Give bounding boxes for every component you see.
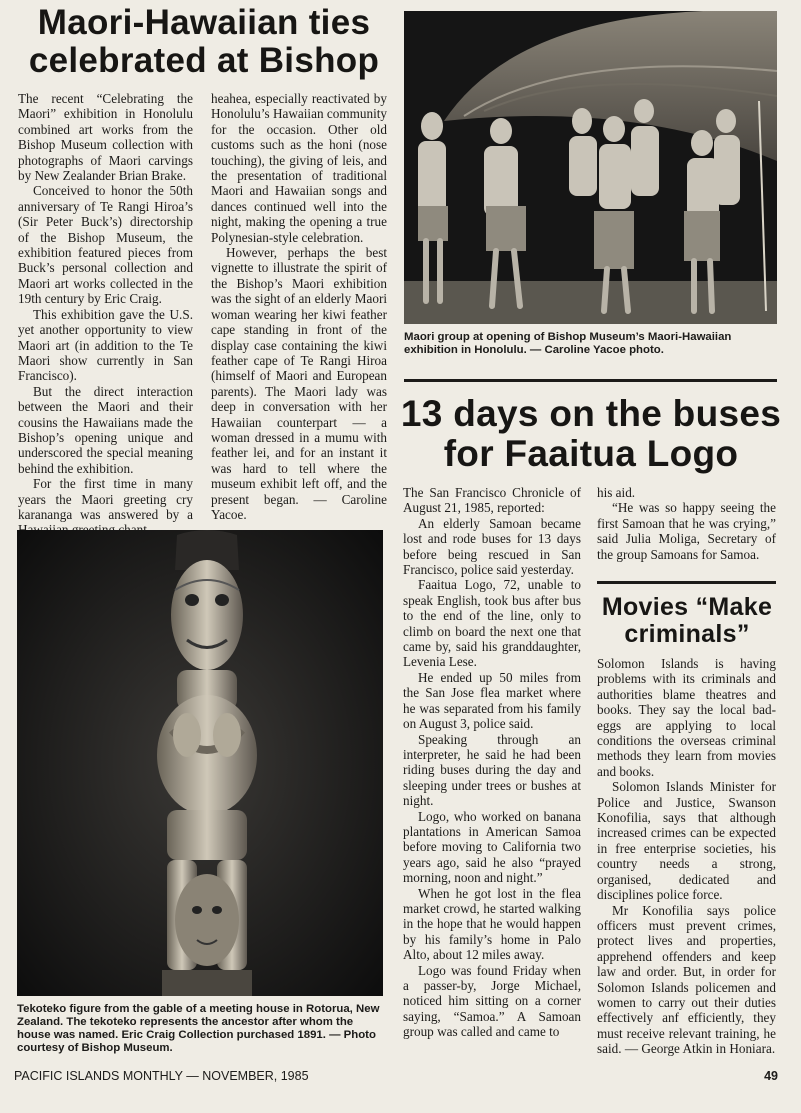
- article2-headline: 13 days on the buses for Faaitua Logo: [400, 393, 782, 474]
- article1-paragraph: For the first time in many years the Maori greeting cry karananga was answered by a: [18, 476, 193, 522]
- article1-paragraph: heahea, especially reactivated by Honolulu’s Hawaiian community for the occasion. Other old customs such as the honi (nose touching), the giving of leis, and the presentation of traditional Maori and Hawaiian songs and dances continued well into the night, making the opening a true Polynesian-style celebration.: [211, 91, 387, 245]
- article3-body: [597, 656, 776, 1057]
- article1-headline: Maori-Hawaiian ties celebrated at Bishop: [28, 3, 380, 80]
- article2-column-1: [403, 485, 581, 1040]
- maori-group-photo-image: [404, 11, 777, 324]
- article2-paragraph: Logo, who worked on banana plantations in American Samoa before moving to California two years ago, said he also “prayed morning, noon and night.”: [403, 808, 581, 886]
- article2-paragraph: Logo was found Friday when a passer-by, Jorge Michael, noticed him sitting on a corner saying, “Samoa.” A Samoan group was called and came to: [403, 962, 581, 1040]
- article3-headline: Movies “Make criminals”: [601, 593, 773, 648]
- article2-paragraph: Speaking through an interpreter, he said he had been riding buses during the day and sleeping under trees or bushes at night.: [403, 731, 581, 809]
- tekoteko-figure-image: [17, 530, 383, 996]
- article1-paragraph: Conceived to honor the 50th anniversary of Te Rangi Hiroa’s (Sir Peter Buck’s) directorship of the Bishop Museum, the exhibition featured pieces from Buck’s personal collection and Maori art works collected in the 19th century by Eric Craig.: [18, 183, 193, 307]
- article2-paragraph: An elderly Samoan became lost and rode buses for 13 days before being rescued in San Francisco, police said yesterday.: [403, 515, 581, 578]
- article1-column-2: [211, 91, 387, 522]
- article2-paragraph: When he got lost in the flea market crowd, he started walking in the hope that he would happen by his family’s home in Palo Alto, about 12 miles away.: [403, 885, 581, 963]
- divider-rule: [597, 581, 776, 584]
- maori-group-caption: Maori group at opening of Bishop Museum’s Maori-Hawaiian exhibition in Honolulu. — Caroline Yacoe photo.: [404, 331, 732, 356]
- article1-paragraph: However, perhaps the best vignette to illustrate the spirit of the Bishop’s Maori exhibition was the sight of an elderly Maori woman wearing her kiwi feather cape standing in front of the display case containing the kiwi feather cape of Te Rangi Hiroa (himself of Maori and European parents). The Maori lady was deep in conversation with her Hawaiian counterpart — a woman dressed in a mumu with feather lei, and for an instant it was hard to tell where the museum exhibit left off, and the present began. — Caroline Yacoe.: [211, 245, 387, 522]
- article2-paragraph: He ended up 50 miles from the San Jose flea market where he was separated from his family on August 3, police said.: [403, 669, 581, 732]
- article2-column-2: [597, 485, 776, 562]
- article3-paragraph: Solomon Islands Minister for Police and Justice, Swanson Konofilia, says that although increased crimes can be expected in free enterprise societies, his country needs a strong, organised, dedicated and disciplines police force.: [597, 779, 776, 903]
- article3-paragraph: Solomon Islands is having problems with its criminals and authorities blame theatres and books. They say the local bad-eggs are applying to local conditions the overseas criminal methods they learn from movies and books.: [597, 656, 776, 779]
- page-number: 49: [764, 1069, 778, 1083]
- article2-paragraph: his aid.: [597, 485, 636, 500]
- article1-paragraph: But the direct interaction between the Maori and their cousins the Hawaiians made the Bishop’s opening unique and underscored the special meaning behind the exhibition.: [18, 383, 193, 476]
- tekoteko-caption: Tekoteko figure from the gable of a meeting house in Rotorua, New Zealand. The tekoteko represents the ancestor after whom the house was named. Eric Craig Collection purchased 1891. — Photo courtesy of Bishop Museum.: [17, 1003, 380, 1054]
- divider-rule: [404, 379, 777, 382]
- article1-paragraph: The recent “Celebrating the Maori” exhibition in Honolulu combined art works from the Bishop Museum collection with photographs of Maori carvings by New Zealander Brian Brake.: [18, 91, 193, 184]
- article2-paragraph: The San Francisco Chronicle of August 21, 1985, reported:: [403, 485, 581, 516]
- tekoteko-photo: [17, 530, 383, 996]
- article2-paragraph: “He was so happy seeing the first Samoan that he was crying,” said Julia Moliga, Secretary of the group Samoans for Samoa.: [597, 500, 776, 562]
- article3-paragraph: Mr Konofilia says police officers must prevent crimes, protect lives and properties, apprehend offenders and keep law and order. But, in order for Solomon Islands policemen and women to carry out their duties effectively anf efficiently, they must receive relevant training, he said. — George Atkin in Honiara.: [597, 902, 776, 1057]
- maori-group-photo: [404, 11, 777, 324]
- publication-footer: PACIFIC ISLANDS MONTHLY — NOVEMBER, 1985: [14, 1069, 309, 1083]
- article1-paragraph: This exhibition gave the U.S. yet another opportunity to view Maori art (in addition to the Te Maori show currently in San Francisco).: [18, 306, 193, 384]
- article1-column-1: [18, 91, 193, 538]
- article2-paragraph: Faaitua Logo, 72, unable to speak English, took bus after bus to the end of the line, only to climb on board the next one that came by, said his granddaughter, Levenia Lese.: [403, 577, 581, 670]
